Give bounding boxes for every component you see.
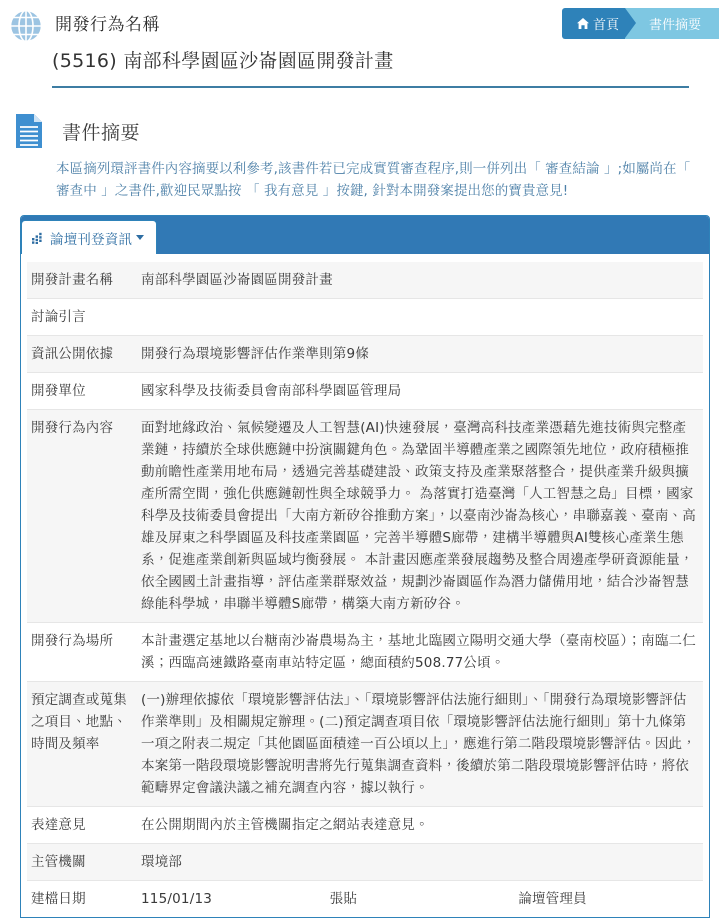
table-row	[27, 410, 703, 623]
row-value: (一)辦理依據依「環境影響評估法」、「環境影響評估法施行細則」、「開發行為環境影響評估作業準則」及相關規定辦理。(二)預定調查項目依「環境影響評估法施行細則」第十九條第一項之附表二規定「其他園區面積達一百公頃以上」，應進行第二階段環境影響評估。因此，本案第一階段環境影響說明書將先行蒐集調查資料，後續於第二階段環境影響評估時，將依範疇界定會議決議之補充調查內容，據以執行。	[137, 682, 703, 807]
table-row	[27, 844, 703, 881]
row-value: 南部科學園區沙崙園區開發計畫	[137, 262, 703, 299]
forum-info-panel	[20, 215, 710, 918]
row-label: 資訊公開依據	[27, 336, 137, 373]
page-title: (5516) 南部科學園區沙崙園區開發計畫	[52, 50, 394, 72]
grid-icon	[32, 231, 45, 244]
table-row	[27, 682, 703, 807]
development-name-label: 開發行為名稱	[55, 15, 160, 35]
panel-header	[21, 216, 709, 254]
table-row	[27, 623, 703, 682]
row-label-poster: 張貼	[326, 881, 515, 918]
chevron-down-icon	[136, 235, 144, 240]
info-table-body	[27, 262, 703, 917]
row-label: 開發行為場所	[27, 623, 137, 682]
breadcrumb-home-label: 首頁	[592, 18, 619, 33]
row-value: 在公開期間內於主管機關指定之網站表達意見。	[137, 807, 703, 844]
document-icon	[14, 113, 44, 149]
globe-icon	[8, 8, 44, 44]
breadcrumb-current-label: 書件摘要	[648, 18, 701, 33]
row-label: 開發行為內容	[27, 410, 137, 623]
row-label: 開發計畫名稱	[27, 262, 137, 299]
panel-body	[21, 254, 709, 917]
title-row	[0, 40, 719, 76]
breadcrumb-current	[625, 8, 719, 39]
tab-label: 論壇刊登資訊	[50, 231, 133, 248]
breadcrumb-arrow	[625, 8, 636, 38]
row-label: 開發單位	[27, 373, 137, 410]
summary-description: 本區摘列環評書件內容摘要以利參考,該書件若已完成實質審查程序,則一併列出「 審查結論 」;如屬尚在「 審查中 」之書件,歡迎民眾點按 「 我有意見 」按鍵, 針對本開發案提出您的寶貴意見!	[56, 161, 691, 199]
row-value-poster: 論壇管理員	[514, 881, 703, 918]
row-value	[137, 299, 703, 336]
row-value: 環境部	[137, 844, 703, 881]
table-row	[27, 299, 703, 336]
table-row	[27, 881, 703, 918]
table-row	[27, 373, 703, 410]
summary-title: 書件摘要	[62, 121, 141, 144]
row-value: 國家科學及技術委員會南部科學園區管理局	[137, 373, 703, 410]
breadcrumb-home[interactable]	[562, 8, 625, 39]
info-table	[27, 262, 703, 917]
table-row	[27, 336, 703, 373]
row-value: 面對地緣政治、氣候變遷及人工智慧(AI)快速發展，臺灣高科技產業憑藉先進技術與完整產業鏈，持續於全球供應鏈中扮演關鍵角色。為鞏固半導體產業之國際領先地位，政府積極推動前瞻性產業用地布局，透過完善基礎建設、政策支持及產業聚落整合，提供產業升級與擴產所需空間，強化供應鏈韌性與全球競爭力。 為落實打造臺灣「人工智慧之島」目標，國家科學及技術委員會提出「大南方新矽谷推動方案」，以臺南沙崙為核心，串聯嘉義、臺南、高雄及屏東之科學園區及科技產業園區，完善半導體S廊帶，建構半導體與AI雙核心產業生態系，促進產業創新與區域均衡發展。 本計畫因應產業發展趨勢及整合周邊產學研資源能量，依全國國土計畫指導，評估產業群聚效益，規劃沙崙園區作為潛力儲備用地，結合沙崙智慧綠能科學城，串聯半導體S廊帶，構築大南方新矽谷。	[137, 410, 703, 623]
home-icon	[576, 17, 590, 30]
row-label: 預定調查或蒐集之項目、地點、時間及頻率	[27, 682, 137, 807]
row-label: 討論引言	[27, 299, 137, 336]
row-value-filing-date: 115/01/13	[137, 881, 326, 918]
page-header	[0, 0, 719, 88]
table-row	[27, 262, 703, 299]
tab-forum-publication-info[interactable]	[21, 220, 157, 254]
row-label: 建檔日期	[27, 881, 137, 918]
breadcrumb	[562, 8, 719, 39]
summary-header	[0, 88, 719, 149]
table-row	[27, 807, 703, 844]
row-label: 表達意見	[27, 807, 137, 844]
title-divider	[52, 86, 689, 88]
row-value: 開發行為環境影響評估作業準則第9條	[137, 336, 703, 373]
row-value: 本計畫選定基地以台糖南沙崙農場為主，基地北臨國立陽明交通大學（臺南校區）；南臨二仁溪；西臨高速鐵路臺南車站特定區，總面積約508.77公頃。	[137, 623, 703, 682]
row-label: 主管機關	[27, 844, 137, 881]
